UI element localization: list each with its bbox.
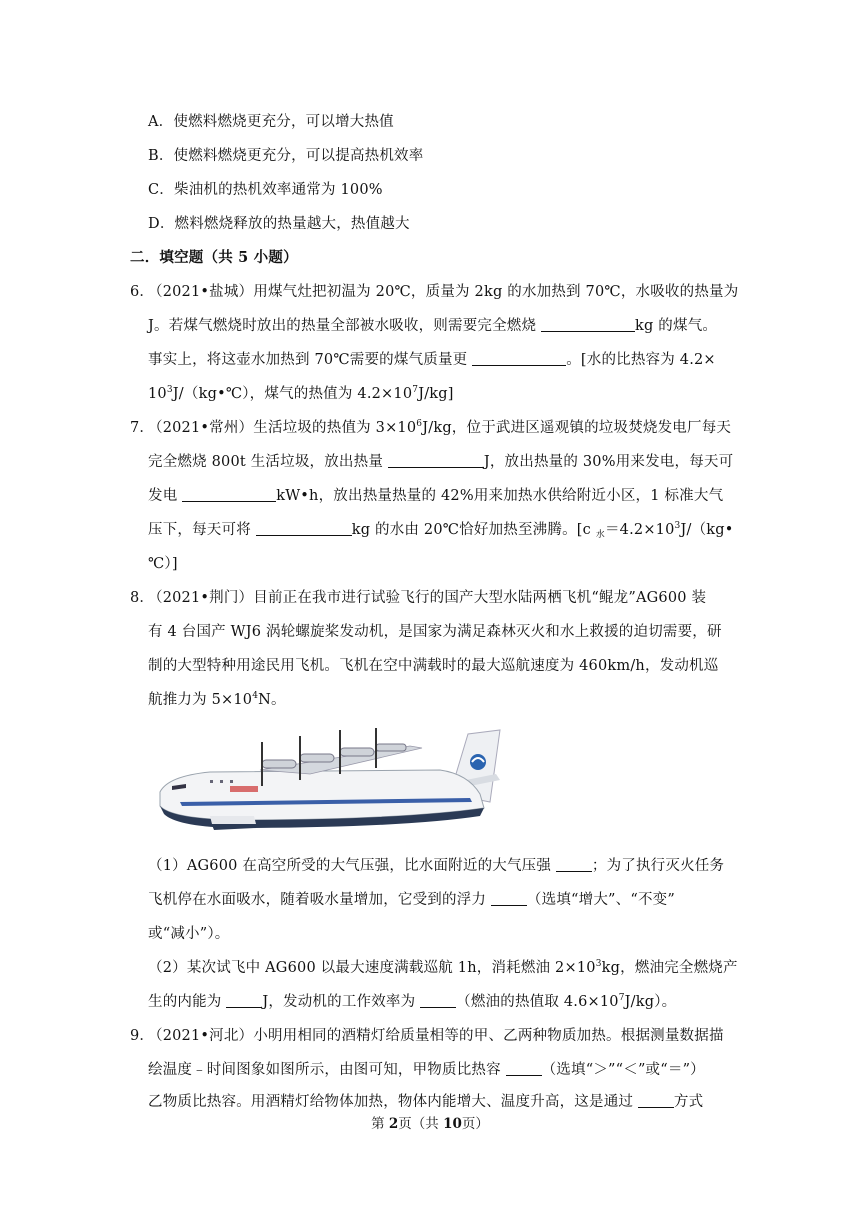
q6-text: 。[水的比热容为 4.2× — [566, 352, 716, 368]
q8-line-1: （2021•荆门）目前正在我市进行试验飞行的国产大型水陆两栖飞机“鲲龙”AG600 装 — [148, 590, 707, 606]
q6-line-4 — [148, 384, 454, 404]
q6-text: J/（kg•℃），煤气的热值为 4.2×10 — [172, 386, 413, 402]
q6-text: kg 的煤气。 — [635, 318, 718, 334]
answer-blank[interactable] — [226, 993, 262, 1008]
question-number-6: 6． — [130, 284, 155, 300]
answer-blank[interactable] — [638, 1093, 674, 1108]
q8-text: 生的内能为 — [148, 994, 227, 1010]
q8-line-4 — [148, 690, 286, 710]
superscript: 3 — [674, 521, 681, 531]
q7-line-1 — [148, 418, 731, 438]
superscript: 7 — [412, 385, 419, 395]
q8-text: 航推力为 5×10 — [148, 692, 253, 708]
question-number-7: 7． — [130, 420, 155, 436]
q9-text: （选填“＞”“＜”或“＝”） — [541, 1062, 705, 1078]
q8-text: J/kg）。 — [624, 994, 677, 1010]
answer-blank[interactable] — [491, 891, 527, 906]
q7-text: J/kg，位于武进区遥观镇的垃圾焚烧发电厂每天 — [422, 420, 732, 436]
q7-text: kg 的水由 20℃恰好加热至沸腾。[c — [351, 522, 596, 538]
q8-part-2-line-2 — [148, 992, 676, 1012]
ag600-seaplane-illustration — [150, 724, 510, 840]
seaplane-image — [150, 724, 510, 840]
footer-text: 页） — [461, 1116, 489, 1132]
question-number-8: 8． — [130, 590, 155, 606]
q7-text: 压下，每天可将 — [148, 522, 256, 538]
q6-text: 事实上，将这壶水加热到 70℃需要的煤气质量更 — [148, 352, 473, 368]
q9-text: 绘温度﹣时间图象如图所示，由图可知，甲物质比热容 — [148, 1062, 506, 1078]
q6-text: 10 — [148, 386, 167, 402]
superscript: 4 — [252, 691, 259, 701]
q7-text: （2021•常州）生活垃圾的热值为 3×10 — [148, 420, 417, 436]
option-b: B．使燃料燃烧更充分，可以提高热机效率 — [148, 148, 424, 164]
answer-blank[interactable] — [556, 857, 592, 872]
answer-blank[interactable] — [420, 993, 456, 1008]
total-pages: 10 — [443, 1116, 462, 1132]
q6-line-2 — [148, 316, 717, 336]
q8-line-2: 有 4 台国产 WJ6 涡轮螺旋桨发动机，是国家为满足森林灭火和水上救援的迫切需要，研 — [148, 624, 722, 640]
q8-part-2-line-1 — [148, 958, 738, 978]
q9-text: 方式 — [673, 1094, 704, 1110]
answer-blank[interactable] — [506, 1061, 542, 1076]
answer-blank[interactable] — [388, 453, 484, 468]
q9-line-1: （2021•河北）小明用相同的酒精灯给质量相等的甲、乙两种物质加热。根据测量数据描 — [148, 1028, 724, 1044]
q8-part-1-line-2 — [148, 890, 675, 910]
answer-blank[interactable] — [182, 487, 276, 502]
footer-text: 第 — [371, 1116, 389, 1132]
q7-text: kW•h，放出热量热量的 42%用来加热水供给附近小区，1 标准大气 — [276, 488, 724, 504]
q7-line-3 — [148, 486, 723, 506]
q8-text: N。 — [258, 692, 286, 708]
q8-text: J，发动机的工作效率为 — [262, 994, 421, 1010]
q7-line-5: ℃）] — [148, 556, 178, 572]
q8-text: 飞机停在水面吸水，随着吸水量增加，它受到的浮力 — [148, 892, 491, 908]
q7-text: J/（kg• — [680, 522, 734, 538]
page-footer — [0, 1112, 860, 1132]
answer-blank[interactable] — [541, 317, 635, 332]
q9-text: 乙物质比热容。用酒精灯给物体加热，物体内能增大、温度升高，这是通过 — [148, 1094, 638, 1110]
q6-line-1: （2021•盐城）用煤气灶把初温为 20℃，质量为 2kg 的水加热到 70℃，水吸收的热量为 — [148, 284, 739, 300]
q7-text: ＝4.2×10 — [604, 522, 675, 538]
question-number-9: 9． — [130, 1028, 155, 1044]
q8-part-1-line-3: 或“减小”）。 — [148, 926, 230, 942]
section-title: 二．填空题（共 5 小题） — [130, 249, 298, 266]
superscript: 6 — [416, 419, 423, 429]
option-a: A．使燃料燃烧更充分，可以增大热值 — [148, 114, 394, 130]
q9-line-3 — [148, 1092, 703, 1112]
q6-text: J。若煤气燃烧时放出的热量全部被水吸收，则需要完全燃烧 — [148, 318, 542, 334]
option-d: D．燃料燃烧释放的热量越大，热值越大 — [148, 216, 410, 232]
q6-text: J/kg] — [418, 386, 454, 402]
q7-line-4 — [148, 520, 734, 540]
superscript: 3 — [595, 959, 602, 969]
q6-line-3 — [148, 350, 716, 370]
q7-text: 发电 — [148, 488, 183, 504]
q8-line-3: 制的大型特种用途民用飞机。飞机在空中满载时的最大巡航速度为 460km/h，发动机巡 — [148, 658, 719, 674]
subscript: 水 — [595, 530, 605, 540]
superscript: 7 — [618, 993, 625, 1003]
q8-part-1-line-1 — [148, 856, 724, 876]
q8-text: （1）AG600 在高空所受的大气压强，比水面附近的大气压强 — [148, 858, 556, 874]
answer-blank[interactable] — [256, 521, 352, 536]
q8-text: （选填“增大”、“不变” — [526, 892, 675, 908]
option-c: C．柴油机的热机效率通常为 100% — [148, 182, 383, 198]
superscript: 3 — [166, 385, 173, 395]
q8-text: ；为了执行灭火任务 — [591, 858, 725, 874]
q7-text: 完全燃烧 800t 生活垃圾，放出热量 — [148, 454, 388, 470]
q9-line-2 — [148, 1060, 705, 1080]
q8-text: （燃油的热值取 4.6×10 — [456, 994, 619, 1010]
footer-text: 页（共 — [398, 1116, 444, 1132]
page-number: 2 — [388, 1116, 399, 1132]
q8-text: （2）某次试飞中 AG600 以最大速度满载巡航 1h，消耗燃油 2×10 — [148, 960, 596, 976]
q7-text: J，放出热量的 30%用来发电，每天可 — [483, 454, 734, 470]
q7-line-2 — [148, 452, 733, 472]
q8-text: kg，燃油完全燃烧产 — [601, 960, 738, 976]
answer-blank[interactable] — [472, 351, 566, 366]
